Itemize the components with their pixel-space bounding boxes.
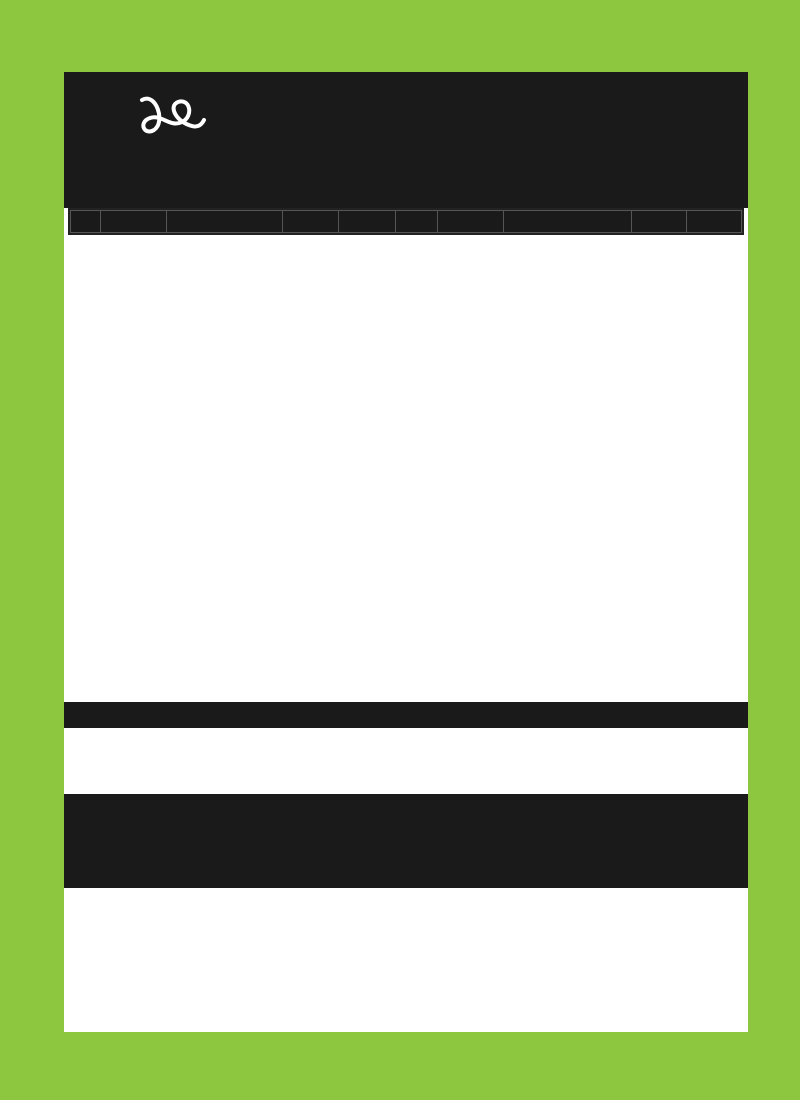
header-price	[686, 211, 741, 233]
insurance-section	[64, 892, 748, 938]
header-workdays	[631, 211, 686, 233]
ticket-row	[88, 870, 214, 888]
website-row	[88, 834, 214, 852]
contact-block	[64, 794, 748, 888]
header-continent	[71, 211, 101, 233]
header-visa-type	[504, 211, 631, 233]
consultant-row	[88, 798, 214, 816]
address-row	[88, 816, 214, 834]
swirl-logo-icon	[136, 92, 206, 136]
header-country	[438, 211, 504, 233]
brand	[136, 88, 214, 140]
header-country	[100, 211, 166, 233]
urgent-banner	[64, 702, 748, 728]
header-continent	[395, 211, 437, 233]
visa-price-table	[68, 208, 744, 235]
phone-row	[88, 852, 214, 870]
table-header-row	[71, 211, 742, 233]
header-price	[338, 211, 395, 233]
insurance-contact-row	[70, 898, 728, 918]
advertisement-sheet	[64, 72, 748, 1032]
header-workdays	[283, 211, 338, 233]
header-visa-type	[166, 211, 283, 233]
header-banner	[64, 72, 748, 208]
insurance-phone-row	[70, 918, 728, 938]
page-footer	[64, 1032, 748, 1050]
